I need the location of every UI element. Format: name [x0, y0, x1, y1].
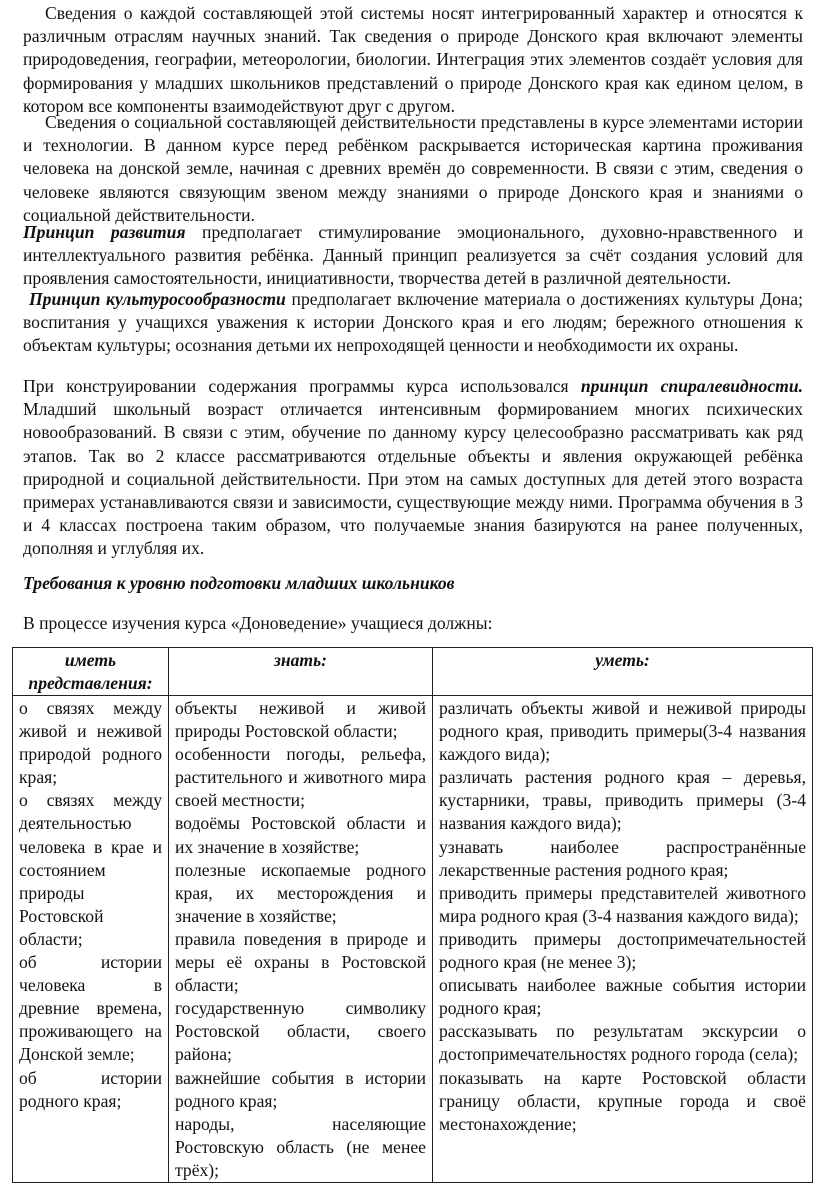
- spiral-principle-term: принцип спиралевидности.: [580, 376, 804, 396]
- intro-line: В процессе изучения курса «Доноведение» учащиеся должны:: [23, 613, 493, 633]
- list-item: описывать наиболее важные события истории родного края;: [439, 975, 806, 1019]
- development-principle-text: предполагает стимулирование эмоционального, духовно-нравственного и интеллектуального развития ребёнка. Данный принцип реализуется за счёт создания условий для проявления самостоятельности, инициативности, творчества детей в различной деятельности.: [23, 222, 803, 289]
- spiral-principle-lead: При конструировании содержания программы курса использовался: [23, 376, 581, 396]
- list-item: об истории человека в древние времена, проживающего на Донской земле;: [19, 952, 162, 1065]
- list-item: о связях между живой и неживой природой родного края;: [19, 698, 162, 788]
- header-have-ideas: иметь представления:: [13, 648, 169, 696]
- requirements-table: [12, 647, 813, 1183]
- list-item: узнавать наиболее распространённые лекарственные растения родного края;: [439, 836, 806, 880]
- list-item: государственную символику Ростовской области, своего района;: [175, 998, 426, 1065]
- column-be-able: [433, 696, 813, 1183]
- header-be-able: уметь:: [433, 648, 813, 696]
- list-item: показывать на карте Ростовской области границу области, крупные города и своё местонахождение;: [439, 1067, 806, 1134]
- header-know: знать:: [169, 648, 433, 696]
- table-row: [13, 696, 813, 1183]
- list-item: народы, населяющие Ростовскую область (не менее трёх);: [175, 1113, 426, 1180]
- culture-principle-text: предполагает включение материала о достижениях культуры Дона; воспитания у учащихся уважения к истории Донского края и его людям; бережного отношения к объектам культуры; осознания детьми их непроходящей ценности и необходимости их охраны.: [23, 289, 804, 356]
- list-item: приводить примеры представителей животного мира родного края (3-4 названия каждого вида);: [439, 882, 806, 926]
- list-item: рассказывать по результатам экскурсии о достопримечательностях родного города (села);: [439, 1021, 806, 1065]
- list-item: особенности погоды, рельефа, растительного и животного мира своей местности;: [175, 744, 426, 811]
- spiral-principle-text: Младший школьный возраст отличается интенсивным формированием многих психических новообразований. В связи с этим, обучение по данному курсу целесообразно рассматривать как ряд этапов. Так во 2 классе рассматриваются отдельные объекты и явления окружающей ребёнка природной и социальной действительности. При этом на самых доступных для детей этого возраста примерах устанавливаются связи и зависимости, существующие между ними. Программа обучения в 3 и 4 классах построена таким образом, что получаемые знания базируются на ранее полученных, дополняя и углубляя их.: [23, 399, 803, 559]
- section-heading: Требования к уровню подготовки младших школьников: [23, 573, 455, 593]
- column-have-ideas: [13, 696, 169, 1183]
- development-principle-term: Принцип развития: [23, 222, 186, 242]
- list-item: различать растения родного края – деревья, кустарники, травы, приводить примеры (3-4 названия каждого вида);: [439, 767, 806, 834]
- culture-principle-term: Принцип культуросообразности: [29, 289, 286, 309]
- list-item: различать объекты живой и неживой природы родного края, приводить примеры(3-4 названия каждого вида);: [439, 698, 806, 765]
- list-item: объекты неживой и живой природы Ростовской области;: [175, 698, 426, 742]
- paragraph-spiral-principle: [23, 375, 803, 561]
- list-item: приводить примеры достопримечательностей родного края (не менее 3);: [439, 928, 806, 973]
- paragraph-social: Сведения о социальной составляющей действительности представлены в курсе элементами истории и технологии. В данном курсе перед ребёнком раскрывается историческая картина проживания человека на донской земле, начиная с древних времён до современности. В связи с этим, сведения о человеке являются связующим звеном между знаниями о природе Донского края и знаниями о социальной действительности.: [23, 112, 803, 225]
- paragraph-integration: Сведения о каждой составляющей этой системы носят интегрированный характер и относятся к различным отраслям научных знаний. Так сведения о природе Донского края включают элементы природоведения, географии, метеорологии, биологии. Интеграция этих элементов создаёт условия для формирования у младших школьников представлений о природе Донского края как едином целом, в котором все компоненты взаимодействуют друг с другом.: [23, 3, 803, 116]
- list-item: об истории родного края;: [19, 1067, 162, 1111]
- list-item: важнейшие события в истории родного края;: [175, 1067, 426, 1111]
- list-item: водоёмы Ростовской области и их значение в хозяйстве;: [175, 813, 426, 857]
- table-header-row: [13, 648, 813, 696]
- list-item: о связях между деятельностью человека в крае и состоянием природы Ростовской области;: [19, 790, 162, 949]
- list-item: полезные ископаемые родного края, их месторождения и значение в хозяйстве;: [175, 859, 426, 926]
- paragraph-culture-principle: [23, 288, 803, 358]
- paragraph-development-principle: [23, 221, 803, 291]
- list-item: правила поведения в природе и меры её охраны в Ростовской области;: [175, 928, 426, 996]
- column-know: [169, 696, 433, 1183]
